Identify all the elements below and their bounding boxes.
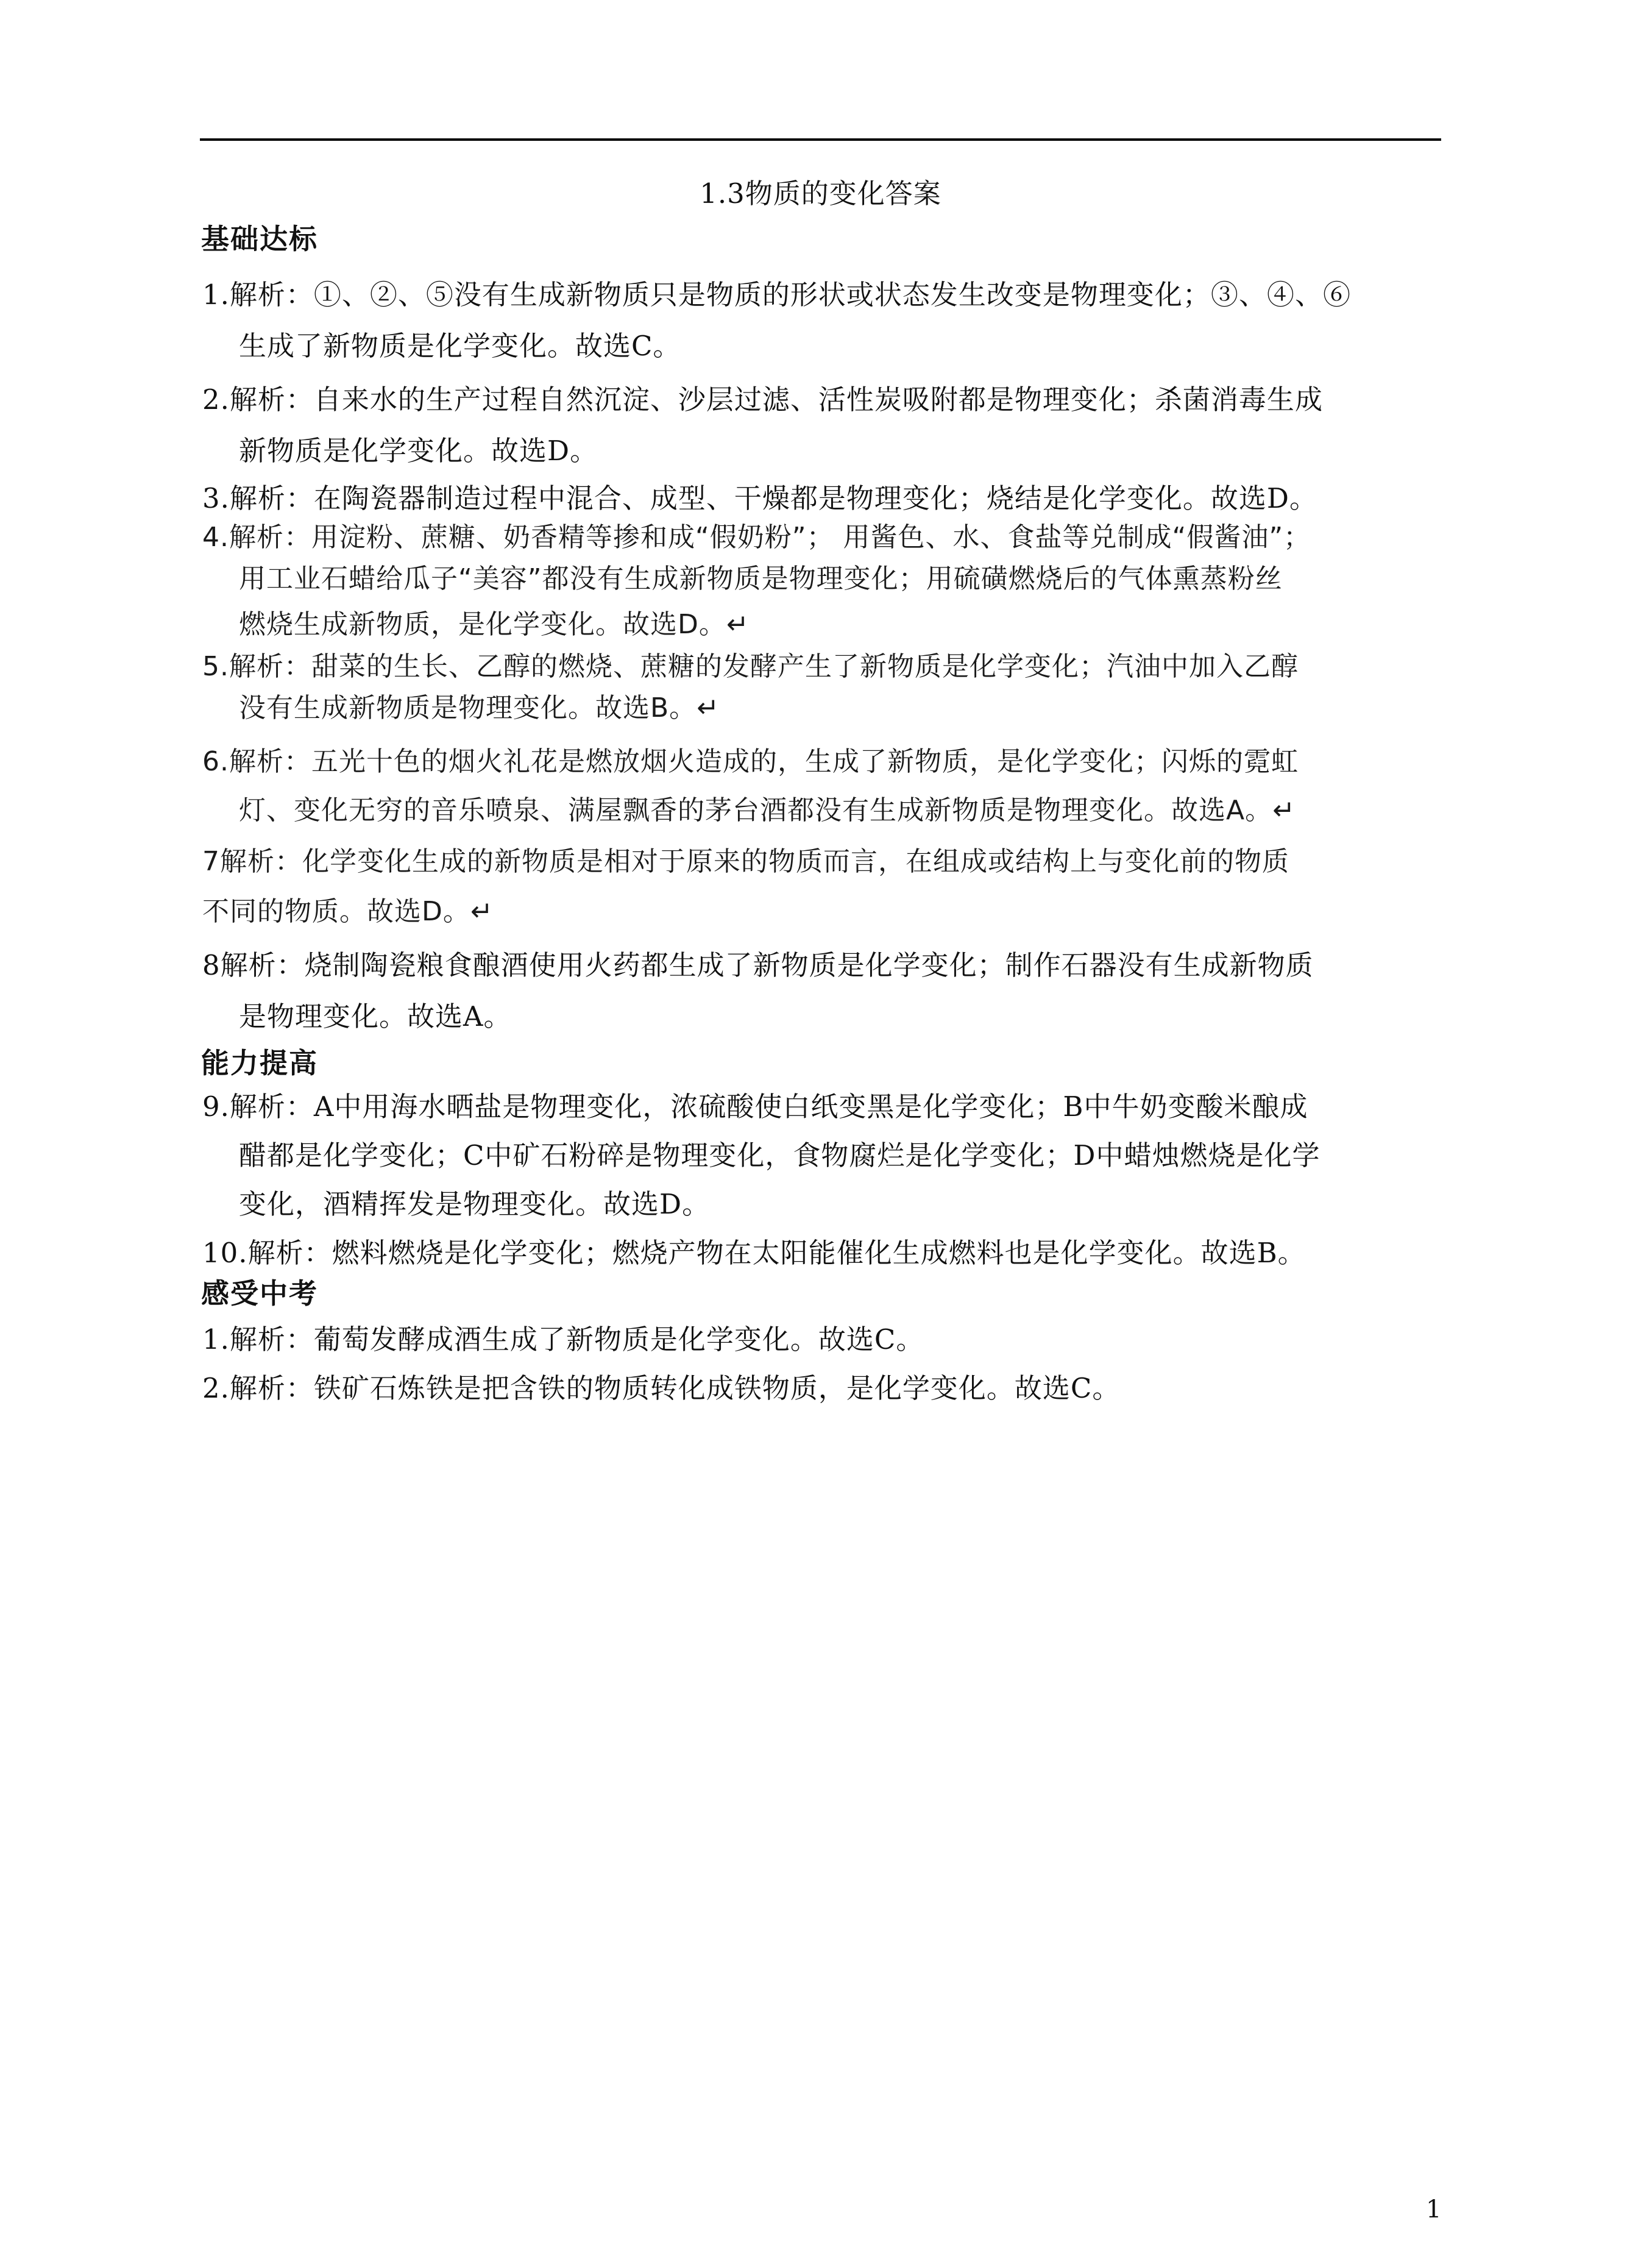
answer-5-line-2: 没有生成新物质是物理变化。故选B。↵ xyxy=(239,692,720,723)
answer-8-line-2: 是物理变化。故选A。 xyxy=(239,1000,512,1033)
answer-5-line-1: 5.解析：甜菜的生长、乙醇的燃烧、蔗糖的发酵产生了新物质是化学变化；汽油中加入乙醇 xyxy=(202,651,1299,682)
exam-answer-1-line-1: 1.解析：葡萄发酵成酒生成了新物质是化学变化。故选C。 xyxy=(202,1323,924,1356)
answer-3-line-1: 3.解析：在陶瓷器制造过程中混合、成型、干燥都是物理变化；烧结是化学变化。故选D。 xyxy=(202,482,1318,514)
answer-7-line-2: 不同的物质。故选D。↵ xyxy=(202,896,494,927)
answer-10-line-1: 10.解析：燃料燃烧是化学变化；燃烧产物在太阳能催化生成燃料也是化学变化。故选B。 xyxy=(202,1237,1306,1269)
answer-6-line-1: 6.解析：五光十色的烟火礼花是燃放烟火造成的，生成了新物质，是化学变化；闪烁的霓虹 xyxy=(202,746,1299,777)
answer-7-line-1: 7解析：化学变化生成的新物质是相对于原来的物质而言，在组成或结构上与变化前的物质 xyxy=(202,846,1289,877)
answer-4-line-3: 燃烧生成新物质，是化学变化。故选D。↵ xyxy=(239,609,750,640)
answer-9-line-2: 醋都是化学变化；C中矿石粉碎是物理变化，食物腐烂是化学变化；D中蜡烛燃烧是化学 xyxy=(239,1139,1321,1171)
answer-1-line-2: 生成了新物质是化学变化。故选C。 xyxy=(239,330,681,362)
section-heading-exam: 感受中考 xyxy=(201,1277,318,1310)
document-title: 1.3物质的变化答案 xyxy=(700,177,941,210)
answer-9-line-1: 9.解析：A中用海水晒盐是物理变化，浓硫酸使白纸变黑是化学变化；B中牛奶变酸米酿成 xyxy=(202,1090,1308,1123)
answer-4-line-2: 用工业石蜡给瓜子“美容”都没有生成新物质是物理变化；用硫磺燃烧后的气体熏蒸粉丝 xyxy=(239,563,1283,594)
answer-9-line-3: 变化，酒精挥发是物理变化。故选D。 xyxy=(239,1188,711,1220)
answer-4-line-1: 4.解析：用淀粉、蔗糖、奶香精等掺和成“假奶粉”； 用酱色、水、食盐等兑制成“假酱油”； xyxy=(202,522,1311,553)
answer-2-line-2: 新物质是化学变化。故选D。 xyxy=(239,435,598,467)
header-rule xyxy=(200,138,1441,141)
section-heading-ability: 能力提高 xyxy=(201,1047,318,1079)
page-number: 1 xyxy=(1426,2195,1442,2224)
answer-8-line-1: 8解析：烧制陶瓷粮食酿酒使用火药都生成了新物质是化学变化；制作石器没有生成新物质 xyxy=(202,949,1314,981)
answer-2-line-1: 2.解析：自来水的生产过程自然沉淀、沙层过滤、活性炭吸附都是物理变化；杀菌消毒生成 xyxy=(202,383,1323,416)
answer-6-line-2: 灯、变化无穷的音乐喷泉、满屋飘香的茅台酒都没有生成新物质是物理变化。故选A。↵ xyxy=(239,795,1296,826)
section-heading-basic: 基础达标 xyxy=(201,222,318,255)
exam-answer-2-line-1: 2.解析：铁矿石炼铁是把含铁的物质转化成铁物质，是化学变化。故选C。 xyxy=(202,1372,1121,1404)
answer-1-line-1: 1.解析：①、②、⑤没有生成新物质只是物质的形状或状态发生改变是物理变化；③、④、⑥ xyxy=(202,279,1351,311)
